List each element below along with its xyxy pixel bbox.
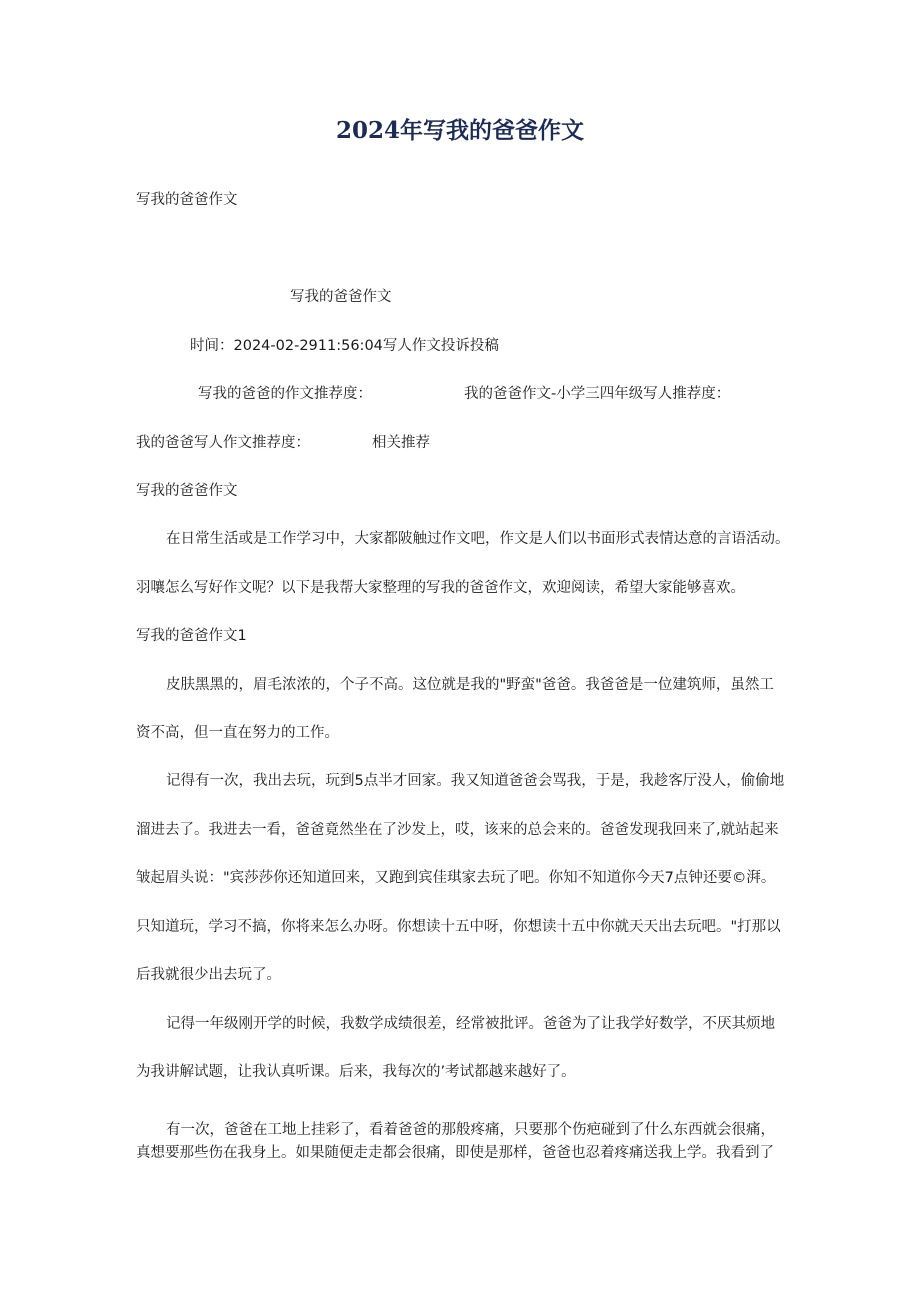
document-title: 2024年写我的爸爸作文 [335,117,584,144]
text-line: 我的爸爸作文-小学三四年级写人推荐度： [464,386,731,402]
text-line: 我的爸爸写人作文推荐度： [136,435,310,451]
text-line: 写我的爸爸作文 [290,289,392,305]
text-line: 相关推荐 [372,435,430,451]
text-line: 皱起眉头说："宾莎莎你还知道回来，又跑到宾佳琪家去玩了吧。你知不知道你今天7点钟还要©湃。 [136,870,776,886]
text-line: 真想要那些伤在我身上。如果随便走走都会很痛，即使是那样，爸爸也忍着疼痛送我上学。我看到了 [136,1145,774,1161]
text-line: 溜进去了。我进去一看，爸爸竟然坐在了沙发上，哎，该来的总会来的。爸爸发现我回来了,就站起来 [136,822,779,838]
text-line: 资不高，但一直在努力的工作。 [136,725,339,741]
text-line: 记得有一次，我出去玩，玩到5点半才回家。我又知道爸爸会骂我，于是，我趁客厅没人，偷偷地 [166,773,785,789]
text-line: 记得一年级刚开学的时候，我数学成绩很差，经常被批评。爸爸为了让我学好数学，不厌其烦地 [166,1016,775,1032]
text-line: 有一次，爸爸在工地上挂彩了，看着爸爸的那般疼痛，只要那个伤疤碰到了什么东西就会很痛， [166,1122,775,1138]
text-line: 在日常生活或是工作学习中，大家都陂触过作文吧，作文是人们以书面形式表情达意的言语活动。 [166,531,790,547]
text-line: 写我的爸爸作文 [136,192,238,208]
text-line: 写我的爸爸作文1 [136,628,247,644]
text-line: 写我的爸爸的作文推荐度： [198,386,372,402]
text-line: 为我讲解试题，让我认真听课。后来，我每次的’考试都越来越好了。 [136,1064,576,1080]
text-line: 只知道玩，学习不搞，你将来怎么办呀。你想读十五中呀，你想读十五中你就天天出去玩吧。"打那以 [136,919,781,935]
text-line: 时间：2024-02-2911:56:04写人作文投诉投稿 [190,338,499,354]
text-line: 后我就很少出去玩了。 [136,967,281,983]
text-line: 皮肤黑黑的，眉毛浓浓的，个子不高。这位就是我的"野蛮"爸爸。我爸爸是一位建筑师，虽然工 [166,677,774,693]
text-line: 写我的爸爸作文 [136,483,238,499]
text-line: 羽嚷怎么写好作文呢？以下是我帮大家整理的写我的爸爸作文，欢迎阅读，希望大家能够喜欢。 [136,580,745,596]
